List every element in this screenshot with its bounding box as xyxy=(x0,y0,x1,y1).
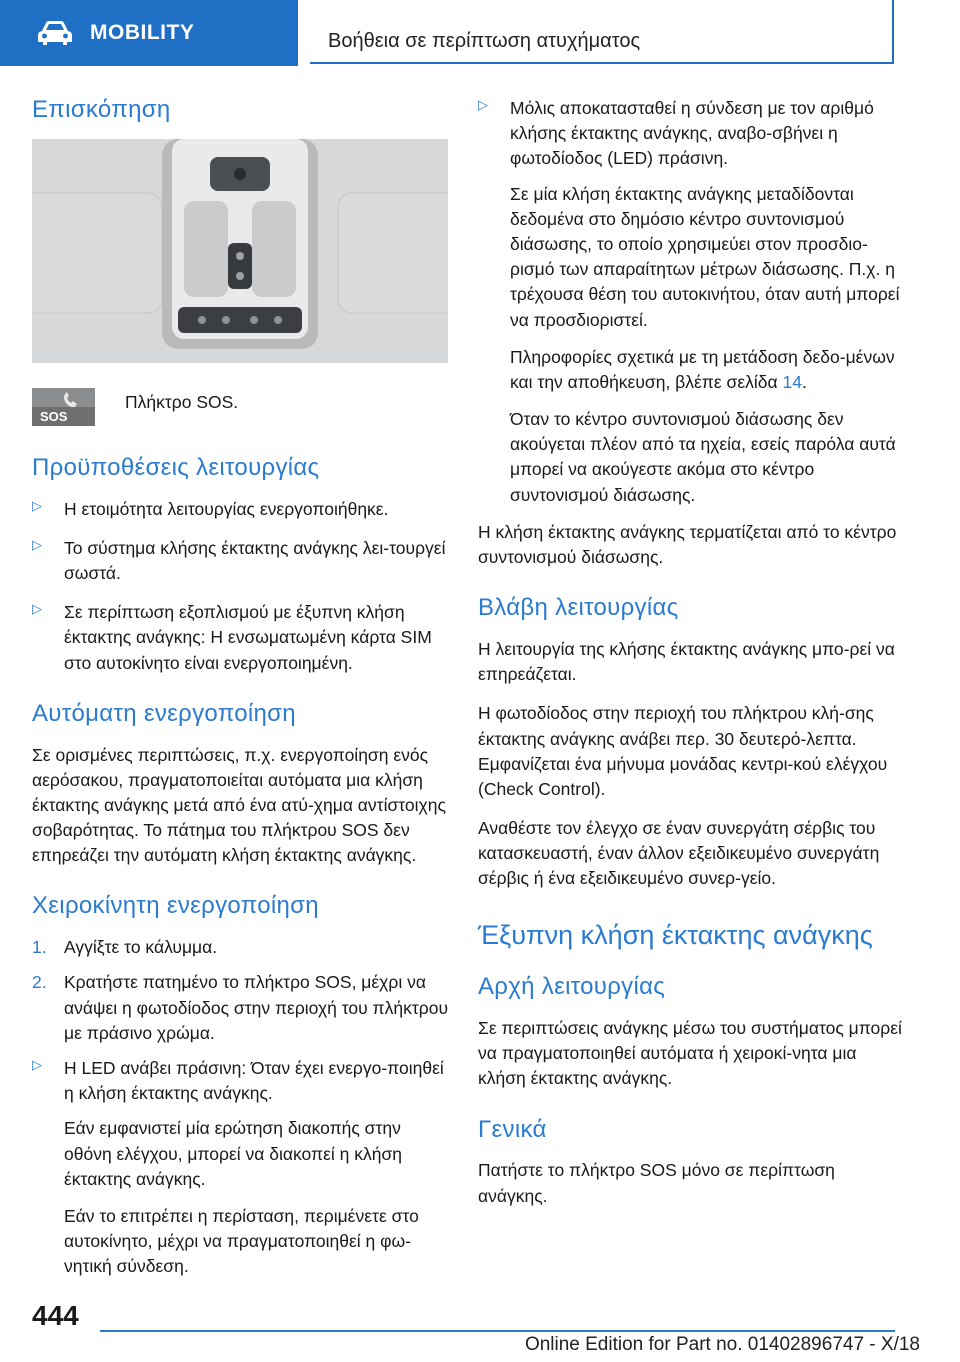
automatic-activation-heading: Αυτόματη ενεργοποίηση xyxy=(32,699,296,727)
malfunction-text: Η φωτοδίοδος στην περιοχή του πλήκτρου κλή-σης έκτακτης ανάγκης ανάβει περ. 30 δευτερό-λεπτα. Εμφανίζεται ένα μήνυμα μονάδας κεντρι-κού ελέγχου (Check Control). xyxy=(478,703,888,799)
call-end-text: Η κλήση έκτακτης ανάγκης τερματίζεται από το κέντρο συντονισμού διάσωσης. xyxy=(478,521,897,567)
step-item xyxy=(32,935,452,960)
edition-note: Online Edition for Part no. 01402896747 - X/18 xyxy=(524,1334,920,1355)
chapter-header xyxy=(310,0,894,64)
sos-button-legend xyxy=(32,388,452,426)
page-number: 444 xyxy=(32,1300,79,1331)
general-heading: Γενικά xyxy=(478,1115,547,1143)
data-transfer-text: Πληροφορίες σχετικά με τη μετάδοση δεδο-μένων και την αποθήκευση, βλέπε σελίδα xyxy=(510,346,895,392)
malfunction-heading: Βλάβη λειτουργίας xyxy=(478,594,679,622)
prerequisites-heading: Προϋποθέσεις λειτουργίας xyxy=(32,453,320,481)
footer-divider xyxy=(100,1330,895,1332)
page-reference-link[interactable]: 14 xyxy=(782,371,802,392)
principle-text: Σε περιπτώσεις ανάγκης μέσω του συστήματος μπορεί να πραγματοποιηθεί αυτόματα ή χειροκί-νητα μια κλήση έκτακτης ανάγκης. xyxy=(478,1018,902,1089)
section-label: MOBILITY xyxy=(90,21,195,44)
general-text: Πατήστε το πλήκτρο SOS μόνο σε περίπτωση ανάγκης. xyxy=(478,1160,835,1206)
automatic-activation-text: Σε ορισμένες περιπτώσεις, π.χ. ενεργοποίηση ενός αερόσακου, πραγματοποιείται αυτόματα μια κλήση έκτακτης ανάγκης μετά από ένα ατύ-χημα αντίστοιχης σοβαρότητας. Το πάτημα του πλήκτρου SOS δεν επηρεάζει την αυτόματη κλήση έκτακτης ανάγκης. xyxy=(32,744,446,866)
roof-console-photo xyxy=(32,139,448,363)
sos-image-caption: Πλήκτρο SOS. xyxy=(125,391,239,412)
malfunction-text: Αναθέστε τον έλεγχο σε έναν συνεργάτη σέρβις του κατασκευαστή, έναν άλλον εξειδικευμένο συνεργάτη σέρβις ή ένα εξειδικευμένο συνερ-γείο. xyxy=(478,818,880,889)
data-transfer-end: . xyxy=(801,371,807,392)
left-column xyxy=(32,96,452,1292)
right-column xyxy=(478,96,903,1223)
step-item xyxy=(32,970,452,1046)
svg-text:SOS: SOS xyxy=(40,408,68,424)
sos-phone-icon xyxy=(32,388,95,426)
principle-heading: Αρχή λειτουργίας xyxy=(478,973,666,1001)
prereq-item: ▷ Το σύστημα κλήσης έκτακτης ανάγκης λει-τουργεί σωστά. xyxy=(32,536,452,586)
header-section-tab xyxy=(0,0,298,66)
manual-activation-heading: Χειροκίνητη ενεργοποίηση xyxy=(32,892,319,920)
step-number: 1. xyxy=(32,937,47,958)
malfunction-text: Η λειτουργία της κλήσης έκτακτης ανάγκης μπο-ρεί να επηρεάζεται. xyxy=(478,638,895,685)
prereq-item: ▷ Σε περίπτωση εξοπλισμού με έξυπνη κλήση έκτακτης ανάγκης: Η ενσωματωμένη κάρτα SIM στο αυτοκίνητο είναι ενεργοποιημένη. xyxy=(32,600,452,676)
connection-note xyxy=(478,345,903,395)
led-result-bullet: ▷ Η LED ανάβει πράσινη: Όταν έχει ενεργο-ποιηθεί η κλήση έκτακτης ανάγκης. xyxy=(32,1056,452,1106)
step-text: Κρατήστε πατημένο το πλήκτρο SOS, μέχρι να ανάψει η φωτοδίοδος στην περιοχή του πλήκτρου με πράσινο χρώμα. xyxy=(64,972,449,1043)
connection-bullet: ▷ Μόλις αποκατασταθεί η σύνδεση με τον αριθμό κλήσης έκτακτης ανάγκης, αναβο-σβήνει η φωτοδίοδος (LED) πράσινη. xyxy=(478,96,903,172)
led-result-note: Εάν εμφανιστεί μία ερώτηση διακοπής στην οθόνη ελέγχου, μπορεί να διακοπεί η κλήση έκτακτης ανάγκης. xyxy=(64,1118,403,1189)
step-number: 2. xyxy=(32,972,47,993)
step-text: Αγγίξτε το κάλυμμα. xyxy=(64,937,218,958)
smart-emergency-call-heading: Έξυπνη κλήση έκτακτης ανάγκης xyxy=(478,919,873,950)
connection-note: Όταν το κέντρο συντονισμού διάσωσης δεν ακούγεται πλέον από τα ηχεία, εσείς παρόλα αυτά μπορεί να ακούγεστε ακόμα στο κέντρο συντονισμού διάσωσης. xyxy=(510,409,896,505)
car-icon xyxy=(36,20,74,46)
overview-heading: Επισκόπηση xyxy=(32,96,171,123)
chapter-title: Βοήθεια σε περίπτωση ατυχήματος xyxy=(328,30,641,52)
connection-note: Σε μία κλήση έκτακτης ανάγκης μεταδίδονται δεδομένα στο δημόσιο κέντρο συντονισμού διάσωσης, το οποίο χρησιμεύει στον προσδιο-ρισμό των απαραίτητων μέτρων διάσωσης. Π.χ. η τρέχουσα θέση του αυτοκινήτου, όταν αυτή μπορεί να προσδιοριστεί. xyxy=(510,183,900,330)
prereq-item: ▷ Η ετοιμότητα λειτουργίας ενεργοποιήθηκε. xyxy=(32,497,452,522)
led-result-note: Εάν το επιτρέπει η περίσταση, περιμένετε στο αυτοκίνητο, μέχρι να πραγματοποιηθεί η φω-νητική σύνδεση. xyxy=(64,1205,419,1277)
